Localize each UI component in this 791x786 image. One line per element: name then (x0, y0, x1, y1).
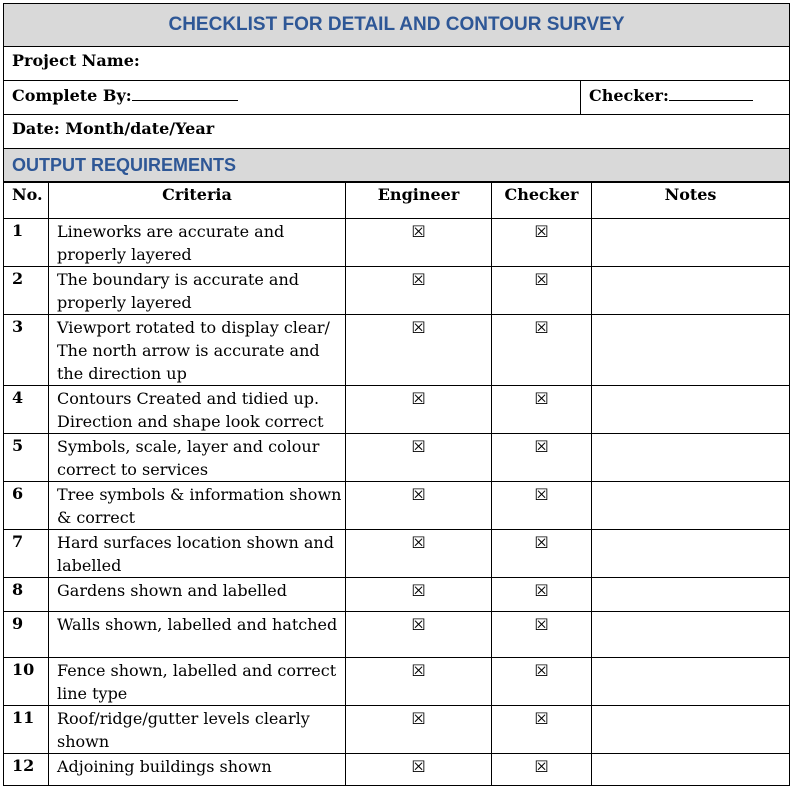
row-criteria: Gardens shown and labelled (49, 578, 346, 612)
checker-checkbox[interactable]: ☒ (492, 315, 592, 386)
row-criteria: Contours Created and tidied up. Direction and shape look correct (49, 386, 346, 434)
checker-field[interactable] (581, 81, 790, 115)
notes-cell[interactable] (592, 315, 790, 386)
project-name-field[interactable] (4, 47, 790, 81)
row-number: 12 (4, 754, 49, 786)
notes-cell[interactable] (592, 434, 790, 482)
row-number: 3 (4, 315, 49, 386)
row-criteria: Hard surfaces location shown and labelled (49, 530, 346, 578)
notes-cell[interactable] (592, 386, 790, 434)
table-row (4, 706, 790, 754)
column-header-no: No. (4, 183, 49, 219)
row-criteria: Adjoining buildings shown (49, 754, 346, 786)
notes-cell[interactable] (592, 219, 790, 267)
complete-by-label: Complete By: (12, 86, 132, 105)
column-header-notes: Notes (592, 183, 790, 219)
row-number: 11 (4, 706, 49, 754)
engineer-checkbox[interactable]: ☒ (346, 482, 492, 530)
engineer-checkbox[interactable]: ☒ (346, 612, 492, 658)
checklist-document (3, 3, 789, 786)
row-number: 2 (4, 267, 49, 315)
notes-cell[interactable] (592, 578, 790, 612)
checker-checkbox[interactable]: ☒ (492, 578, 592, 612)
notes-cell[interactable] (592, 482, 790, 530)
engineer-checkbox[interactable]: ☒ (346, 578, 492, 612)
engineer-checkbox[interactable]: ☒ (346, 267, 492, 315)
header-table (3, 3, 790, 182)
table-row (4, 315, 790, 386)
engineer-checkbox[interactable]: ☒ (346, 315, 492, 386)
notes-cell[interactable] (592, 754, 790, 786)
column-header-engineer: Engineer (346, 183, 492, 219)
criteria-table (3, 182, 790, 786)
document-title: CHECKLIST FOR DETAIL AND CONTOUR SURVEY (4, 4, 790, 47)
row-number: 9 (4, 612, 49, 658)
checker-checkbox[interactable]: ☒ (492, 219, 592, 267)
notes-cell[interactable] (592, 267, 790, 315)
table-row (4, 482, 790, 530)
checker-checkbox[interactable]: ☒ (492, 267, 592, 315)
notes-cell[interactable] (592, 612, 790, 658)
row-criteria: Tree symbols & information shown & correct (49, 482, 346, 530)
row-number: 6 (4, 482, 49, 530)
checker-checkbox[interactable]: ☒ (492, 754, 592, 786)
date-field[interactable] (4, 115, 790, 149)
date-label: Date: Month/date/Year (12, 119, 215, 138)
table-row (4, 530, 790, 578)
notes-cell[interactable] (592, 530, 790, 578)
criteria-rows (4, 219, 790, 786)
table-row (4, 754, 790, 786)
table-row (4, 386, 790, 434)
table-row (4, 434, 790, 482)
row-number: 8 (4, 578, 49, 612)
row-criteria: Fence shown, labelled and correct line type (49, 658, 346, 706)
column-header-criteria: Criteria (49, 183, 346, 219)
complete-by-blank[interactable] (132, 85, 238, 101)
checker-checkbox[interactable]: ☒ (492, 706, 592, 754)
row-criteria: The boundary is accurate and properly layered (49, 267, 346, 315)
table-row (4, 267, 790, 315)
engineer-checkbox[interactable]: ☒ (346, 434, 492, 482)
engineer-checkbox[interactable]: ☒ (346, 754, 492, 786)
table-row (4, 612, 790, 658)
checker-checkbox[interactable]: ☒ (492, 530, 592, 578)
checker-checkbox[interactable]: ☒ (492, 482, 592, 530)
row-criteria: Walls shown, labelled and hatched (49, 612, 346, 658)
checker-checkbox[interactable]: ☒ (492, 658, 592, 706)
checker-blank[interactable] (669, 85, 753, 101)
table-row (4, 219, 790, 267)
notes-cell[interactable] (592, 706, 790, 754)
engineer-checkbox[interactable]: ☒ (346, 386, 492, 434)
notes-cell[interactable] (592, 658, 790, 706)
engineer-checkbox[interactable]: ☒ (346, 706, 492, 754)
checker-label: Checker: (589, 86, 669, 105)
row-criteria: Symbols, scale, layer and colour correct to services (49, 434, 346, 482)
section-title: OUTPUT REQUIREMENTS (4, 149, 790, 182)
row-number: 7 (4, 530, 49, 578)
checker-checkbox[interactable]: ☒ (492, 612, 592, 658)
row-criteria: Lineworks are accurate and properly layered (49, 219, 346, 267)
row-criteria: Viewport rotated to display clear/ The north arrow is accurate and the direction up (49, 315, 346, 386)
table-row (4, 578, 790, 612)
project-name-label: Project Name: (12, 51, 140, 70)
engineer-checkbox[interactable]: ☒ (346, 219, 492, 267)
column-header-checker: Checker (492, 183, 592, 219)
row-number: 1 (4, 219, 49, 267)
row-number: 4 (4, 386, 49, 434)
complete-by-field[interactable] (4, 81, 581, 115)
row-number: 10 (4, 658, 49, 706)
row-number: 5 (4, 434, 49, 482)
checker-checkbox[interactable]: ☒ (492, 386, 592, 434)
row-criteria: Roof/ridge/gutter levels clearly shown (49, 706, 346, 754)
engineer-checkbox[interactable]: ☒ (346, 658, 492, 706)
table-row (4, 658, 790, 706)
engineer-checkbox[interactable]: ☒ (346, 530, 492, 578)
checker-checkbox[interactable]: ☒ (492, 434, 592, 482)
